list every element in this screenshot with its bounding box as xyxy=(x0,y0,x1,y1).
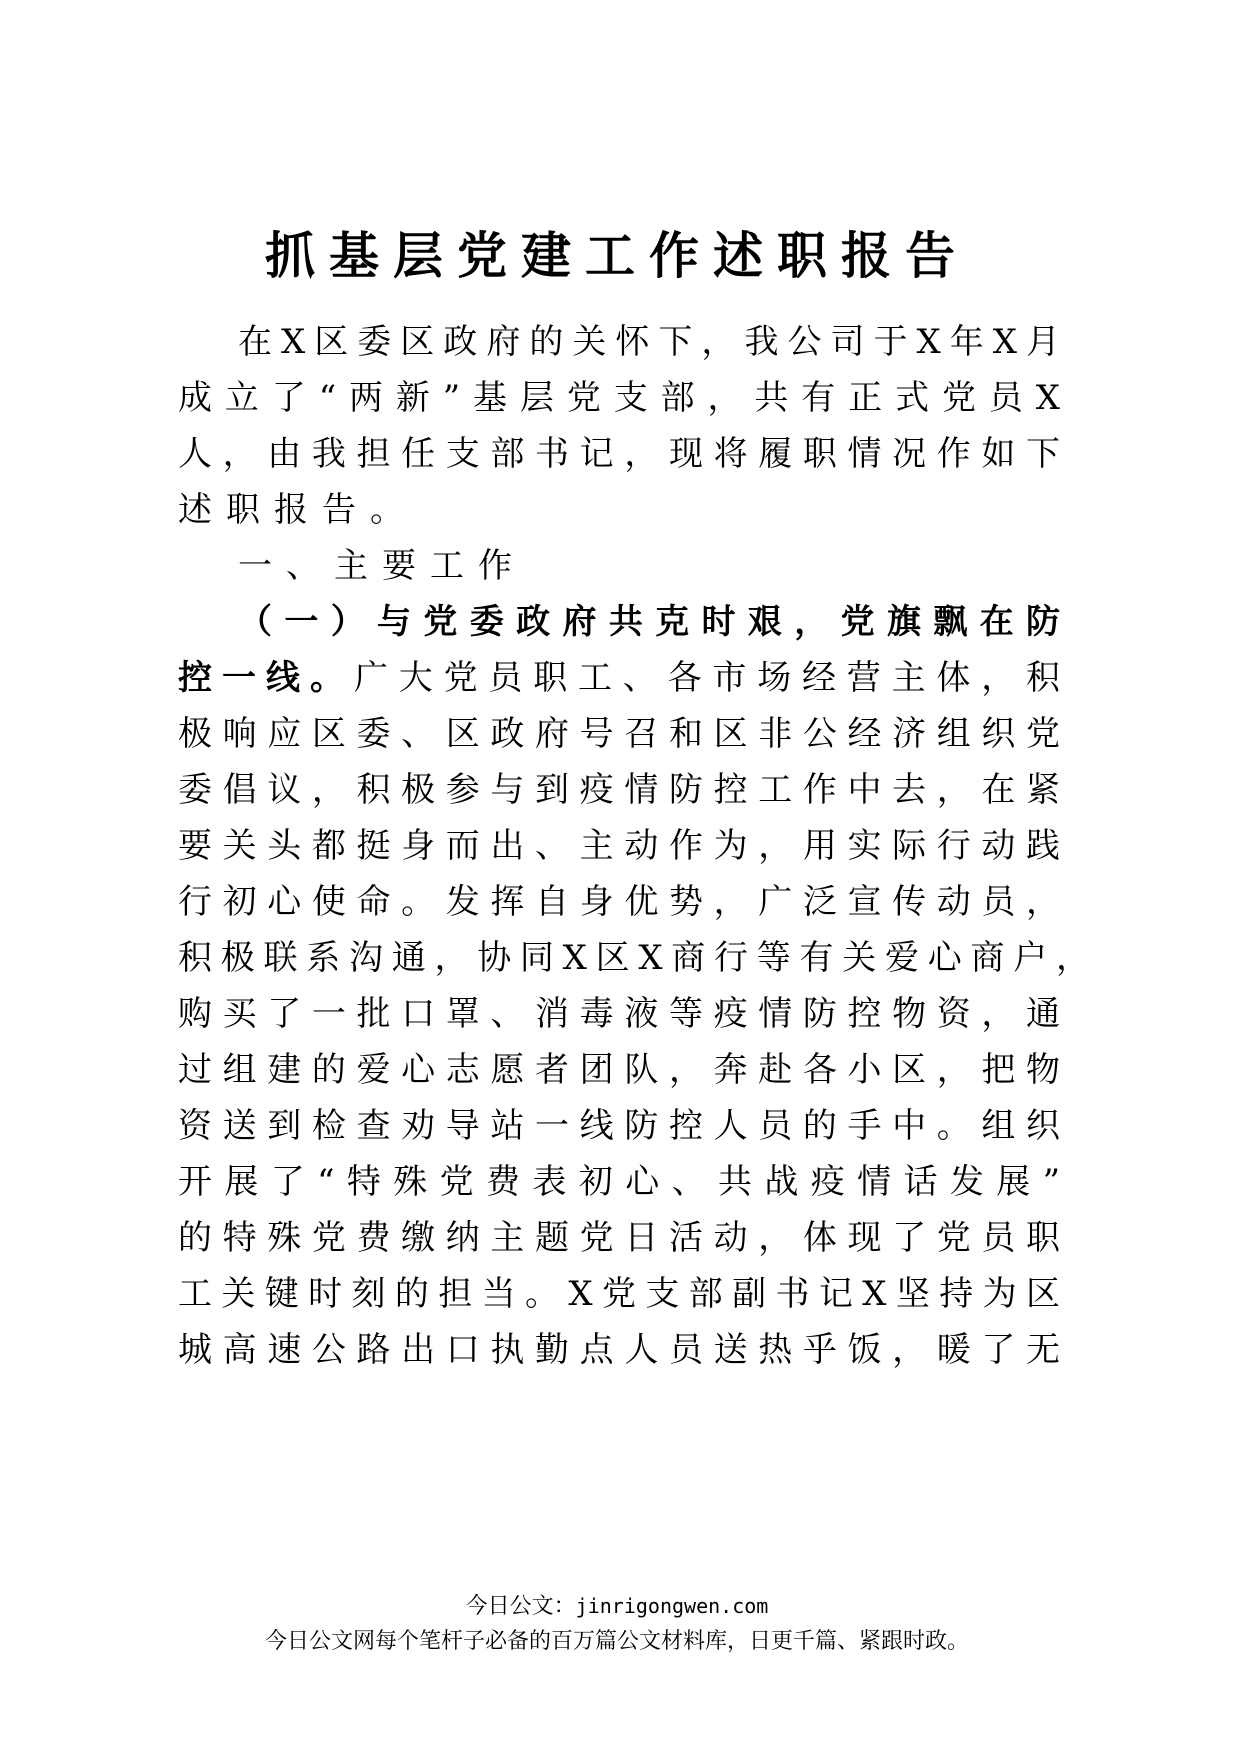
paragraph2-line-10 xyxy=(178,1162,1060,1202)
paragraph2-line-2 xyxy=(178,714,1060,754)
paragraph2-line-6 xyxy=(178,938,1090,978)
paragraph1-line-3-text: 人，由我担任支部书记，现将履职情况作如下 xyxy=(178,434,1060,474)
paragraph1-line-2 xyxy=(178,378,1060,418)
paragraph1-line-1-text: 在X区委区政府的关怀下，我公司于X年X月 xyxy=(238,322,1060,362)
paragraph2-line-5-text: 行初心使命。发挥自身优势，广泛宣传动员， xyxy=(178,882,1060,922)
subheading-1-tail: 控一线。 xyxy=(178,658,354,698)
paragraph2-line-9-text: 资送到检查劝导站一线防控人员的手中。组织 xyxy=(178,1106,1060,1146)
paragraph2-line-12 xyxy=(178,1274,1060,1314)
document-title: 抓基层党建工作述职报告 xyxy=(265,226,969,285)
paragraph2-line-13 xyxy=(178,1330,1060,1370)
paragraph2-line-7-text: 购买了一批口罩、消毒液等疫情防控物资，通 xyxy=(178,994,1060,1034)
paragraph2-line-1 xyxy=(178,658,1060,698)
paragraph1-line-4: 述职报告。 xyxy=(178,490,418,530)
paragraph2-line-10-text: 开展了“特殊党费表初心、共战疫情话发展” xyxy=(178,1162,1060,1202)
paragraph2-line-8-text: 过组建的爱心志愿者团队，奔赴各小区，把物 xyxy=(178,1050,1060,1090)
paragraph2-line-9 xyxy=(178,1106,1060,1146)
paragraph2-line-11 xyxy=(178,1218,1060,1258)
section-heading-1: 一、主要工作 xyxy=(238,546,526,586)
footer-site-url[interactable]: jinrigongwen.com xyxy=(575,1594,769,1618)
footer-site xyxy=(0,1592,1234,1621)
subheading-1 xyxy=(238,602,1060,642)
paragraph2-line-7 xyxy=(178,994,1060,1034)
paragraph2-line-1-text: 广大党员职工、各市场经营主体，积 xyxy=(354,658,1060,698)
paragraph2-line-4-text: 要关头都挺身而出、主动作为，用实际行动践 xyxy=(178,826,1060,866)
paragraph2-line-11-text: 的特殊党费缴纳主题党日活动，体现了党员职 xyxy=(178,1218,1060,1258)
paragraph1-line-3 xyxy=(178,434,1060,474)
paragraph2-line-12-text: 工关键时刻的担当。X党支部副书记X坚持为区 xyxy=(178,1274,1060,1314)
paragraph2-line-2-text: 极响应区委、区政府号召和区非公经济组织党 xyxy=(178,714,1060,754)
paragraph2-line-13-text: 城高速公路出口执勤点人员送热乎饭，暖了无 xyxy=(178,1330,1060,1370)
paragraph2-line-4 xyxy=(178,826,1060,866)
paragraph2-line-6-text: 积极联系沟通，协同X区X商行等有关爱心商户， xyxy=(178,938,1090,978)
paragraph1-line-2-text: 成立了“两新”基层党支部，共有正式党员X xyxy=(178,378,1060,418)
footer-site-label: 今日公文： xyxy=(465,1594,576,1619)
paragraph1-line-1 xyxy=(238,322,1060,362)
paragraph2-line-5 xyxy=(178,882,1060,922)
footer-tagline: 今日公文网每个笔杆子必备的百万篇公文材料库，日更千篇、紧跟时政。 xyxy=(264,1629,969,1654)
paragraph2-line-3-text: 委倡议，积极参与到疫情防控工作中去，在紧 xyxy=(178,770,1060,810)
paragraph2-line-3 xyxy=(178,770,1060,810)
paragraph2-line-8 xyxy=(178,1050,1060,1090)
subheading-1-text: （一）与党委政府共克时艰，党旗飘在防 xyxy=(238,602,1060,642)
